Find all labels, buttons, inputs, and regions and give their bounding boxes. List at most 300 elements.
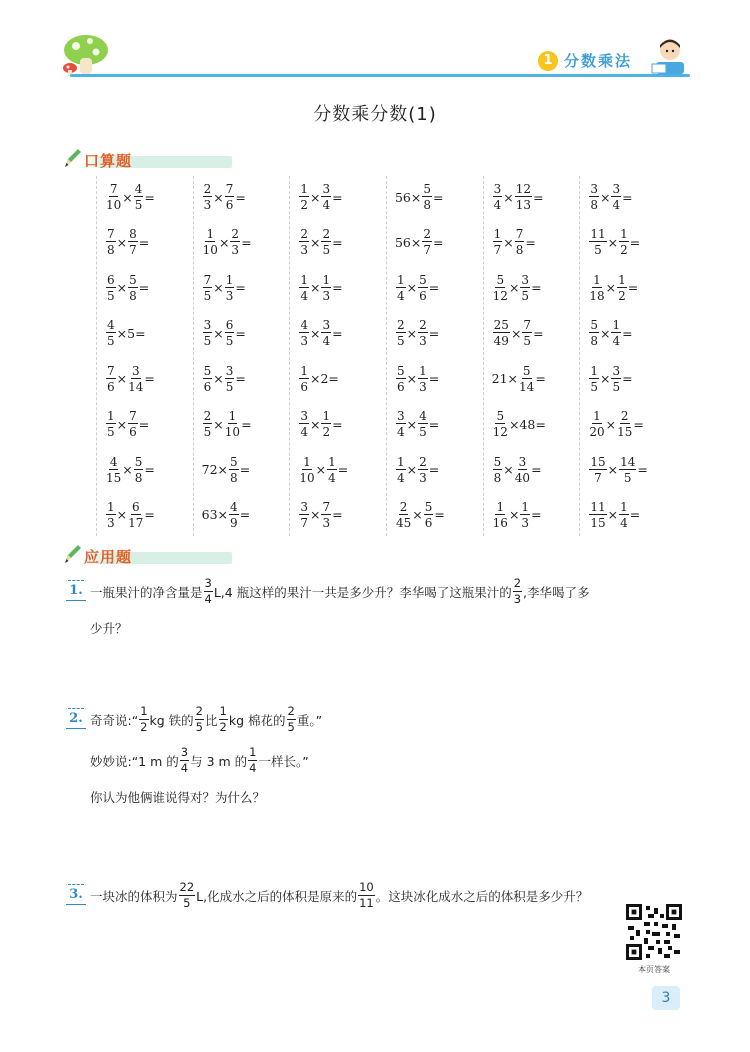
numerator: 1 [419,363,427,378]
text-segment: × [599,371,611,387]
denominator: 8 [134,470,143,485]
fraction [225,183,235,211]
fraction [225,365,235,393]
denominator: 3 [203,198,212,212]
numerator: 4 [107,318,115,333]
text-segment: = [138,234,150,250]
fraction [396,456,406,484]
fraction [520,501,530,529]
fraction [128,501,143,529]
text-segment: = [239,462,251,478]
text-segment: 比 [205,712,218,728]
numerator: 1 [396,272,405,287]
oral-column [289,176,386,536]
oral-expression [395,269,483,307]
text-segment: = [637,462,648,478]
section-applied-tag [62,546,132,567]
numerator: 1 [107,409,115,424]
fraction [180,747,189,774]
numerator: 1 [300,363,308,378]
denominator: 14 [128,379,144,394]
text-segment: × [116,280,128,296]
denominator: 4 [300,288,308,303]
numerator: 8 [129,227,137,242]
denominator: 3 [419,334,427,349]
text-segment: × [309,189,321,205]
numerator: 4 [419,409,427,424]
denominator: 3 [300,334,308,349]
numerator: 3 [612,363,621,378]
numerator: 5 [129,272,137,287]
oral-expression [202,360,290,398]
section-applied-label: 应用题 [84,548,133,566]
numerator: 5 [203,363,212,378]
numerator: 3 [493,182,502,196]
text-segment: = [622,325,633,341]
numerator: 1 [140,704,148,718]
numerator: 1 [396,454,405,469]
numerator: 1 [228,409,237,424]
problem-3 [66,882,588,909]
numerator: 1 [620,227,628,242]
denominator: 10 [224,425,241,440]
numerator: 4 [109,454,118,469]
fraction [106,365,116,393]
oral-expression [202,269,290,307]
text-segment: × [406,325,418,341]
text-segment: = [332,234,343,250]
text-segment: × [599,189,611,205]
text-segment: = [533,325,544,341]
numerator: 2 [203,182,212,196]
denominator: 5 [106,288,115,303]
denominator: 4 [612,198,621,212]
numerator: 1 [322,272,331,287]
problem-number: 2. [66,711,86,729]
denominator: 3 [322,515,331,530]
text-segment: = [144,507,155,523]
numerator: 6 [107,272,115,287]
text-segment: × [607,507,619,523]
text-segment: = [239,507,251,523]
fraction [611,365,621,393]
numerator: 5 [230,454,238,469]
numerator: 6 [225,318,234,333]
oral-expression [298,223,386,261]
denominator: 3 [225,288,234,303]
denominator: 12 [492,425,508,440]
denominator: 5 [203,288,212,303]
denominator: 18 [589,288,605,303]
oral-expression [202,451,290,489]
fraction [203,228,218,256]
denominator: 10 [106,198,122,212]
oral-expression [298,360,386,398]
text-segment: × [406,462,418,478]
text-segment: × [213,325,224,341]
fraction [418,365,428,393]
numerator: 14 [620,454,636,469]
denominator: 5 [623,470,632,485]
numerator: 1 [322,409,331,424]
oral-expression [105,405,193,443]
fraction [106,319,116,347]
numerator: 1 [612,318,621,333]
text-segment: L,化成水之后的体积是原来的 [196,888,358,904]
oral-expression [492,178,580,216]
fraction [230,228,240,256]
oral-expression [202,496,290,534]
fraction [321,410,331,438]
fraction [321,319,331,347]
numerator: 1 [225,272,234,287]
fraction [493,410,508,438]
fraction [418,410,428,438]
denominator: 9 [230,515,238,530]
text-segment: ×2= [309,371,339,387]
fraction [106,183,121,211]
denominator: 10 [202,243,218,258]
numerator: 1 [620,499,628,514]
numerator: 1 [300,182,308,196]
text-segment: = [332,325,343,341]
fraction [515,183,532,211]
numerator: 1 [493,227,502,242]
oral-expression [492,451,580,489]
text-segment: 妙妙说:“1 m 的 [90,753,179,769]
text-segment: = [433,189,444,205]
qr-caption: 本页答案 [638,965,670,974]
denominator: 8 [129,288,137,303]
chapter-title: 分数乘法 [564,52,633,70]
denominator: 5 [612,379,621,394]
text-segment: × [607,462,619,478]
denominator: 6 [419,288,427,303]
denominator: 2 [322,425,331,440]
fraction [321,274,331,302]
numerator: 3 [300,409,308,424]
text-segment: 21× [491,371,519,387]
text-segment: 56× [394,189,422,205]
fraction [493,274,508,302]
oral-expression [202,314,290,352]
denominator: 5 [396,334,405,349]
text-segment: × [213,189,224,205]
denominator: 5 [594,243,602,258]
numerator: 5 [590,318,598,333]
denominator: 4 [300,425,308,440]
denominator: 49 [493,334,509,349]
numerator: 1 [593,272,601,287]
text-segment: × [309,280,321,296]
oral-expression [298,178,386,216]
denominator: 6 [424,515,433,530]
text-segment: 63× [201,507,229,523]
denominator: 4 [396,288,405,303]
reading-kid-icon [648,36,688,76]
numerator: 3 [322,182,331,196]
text-segment: × [607,234,619,250]
qr-code-icon[interactable] [626,904,682,960]
denominator: 45 [395,515,412,530]
page-title: 分数乘分数(1) [313,104,437,125]
fraction [321,501,331,529]
text-segment: 一样长。” [258,753,309,769]
text-segment: = [428,371,440,387]
oral-expression [588,223,676,261]
problem-line [66,882,588,909]
denominator: 2 [300,198,308,212]
fraction [589,365,599,393]
denominator: 7 [129,243,137,258]
fraction [299,183,309,211]
denominator: 8 [230,470,238,485]
fraction [203,365,213,393]
denominator: 2 [618,288,626,303]
denominator: 6 [396,379,405,394]
fraction [139,706,148,733]
text-segment: ×5= [116,325,146,341]
fraction [515,228,525,256]
denominator: 8 [590,334,598,349]
oral-expression [105,451,193,489]
fraction [619,501,629,529]
text-segment: 56× [394,234,422,250]
denominator: 13 [515,198,532,212]
denominator: 5 [322,243,331,258]
denominator: 8 [515,243,524,258]
problem-1 [66,578,590,637]
numerator: 2 [419,318,427,333]
denominator: 4 [396,425,405,440]
denominator: 6 [129,425,137,440]
numerator: 5 [496,272,505,287]
text-segment: = [428,416,440,432]
denominator: 3 [106,515,115,530]
oral-expression [395,451,483,489]
text-segment: = [535,371,546,387]
oral-expression [395,496,483,534]
fraction [611,183,621,211]
numerator: 3 [131,363,140,378]
oral-expression [492,314,580,352]
text-segment: = [531,507,542,523]
fraction [424,501,434,529]
numerator: 2 [396,318,405,333]
numerator: 1 [590,363,598,378]
numerator: 11 [590,499,606,514]
text-segment: = [622,371,633,387]
numerator: 1 [206,227,215,242]
fraction [519,365,534,393]
numerator: 7 [322,499,331,514]
oral-expression [202,223,290,261]
numerator: 2 [322,227,331,242]
fraction [493,183,503,211]
fraction [396,274,406,302]
denominator: 16 [492,515,508,530]
numerator: 7 [107,363,115,378]
text-segment: × [116,416,128,432]
text-segment: = [332,280,343,296]
fraction [203,410,213,438]
denominator: 5 [203,425,212,440]
denominator: 11 [359,895,374,910]
denominator: 4 [328,470,336,485]
numerator: 1 [328,454,336,469]
numerator: 3 [396,409,405,424]
text-segment: × [309,234,321,250]
fraction [422,183,432,211]
oral-expression [588,496,676,534]
denominator: 3 [513,591,522,606]
fraction [203,274,213,302]
oral-column [579,176,676,536]
page-number: 3 [652,986,680,1010]
fraction [611,319,621,347]
text-segment: × [116,507,128,523]
denominator: 15 [617,425,633,440]
problem-number: 1. [66,583,86,601]
chapter-number: 1 [538,51,558,71]
text-segment: 与 3 m 的 [190,753,248,769]
fraction [522,319,532,347]
numerator: 12 [515,182,532,196]
denominator: 20 [589,425,605,440]
fraction [515,456,530,484]
numerator: 7 [523,318,532,333]
denominator: 12 [492,288,508,303]
problem-number: 3. [66,887,86,905]
fraction [493,228,503,256]
text-segment: = [241,416,252,432]
text-segment: = [533,189,544,205]
denominator: 14 [519,379,535,394]
oral-expression [298,405,386,443]
fraction [134,183,144,211]
problem-line [66,788,322,806]
denominator: 2 [140,719,148,734]
problem-line [66,619,590,637]
text-segment: × [116,234,128,250]
fraction [299,501,309,529]
numerator: 5 [396,363,405,378]
fraction [179,882,196,909]
numerator: 3 [300,499,308,514]
text-segment: × [508,280,520,296]
numerator: 2 [300,227,308,242]
text-segment: × [122,189,133,205]
fraction [321,228,331,256]
text-segment: 重。” [296,712,323,728]
fraction [204,578,213,605]
denominator: 6 [106,379,115,394]
fraction [418,274,428,302]
text-segment: kg 铁的 [149,712,194,728]
denominator: 5 [225,379,234,394]
oral-expression [105,223,193,261]
numerator: 1 [521,499,530,514]
oral-expression [588,451,676,489]
text-segment: = [138,280,150,296]
numerator: 5 [423,182,432,196]
denominator: 2 [219,719,227,734]
denominator: 7 [594,470,602,485]
numerator: 7 [107,227,115,242]
text-segment: ×48= [508,416,546,432]
text-segment: 一块冰的体积为 [90,888,178,904]
numerator: 1 [496,499,505,514]
numerator: 4 [230,499,238,514]
text-segment: × [122,462,133,478]
problem-line [66,747,322,774]
text-segment: × [503,234,514,250]
oral-expression [395,360,483,398]
denominator: 3 [322,288,331,303]
fraction [493,456,503,484]
denominator: 4 [322,198,331,212]
numerator: 7 [203,272,212,287]
text-segment: = [332,189,343,205]
oral-expression [395,314,483,352]
text-segment: = [144,189,155,205]
fraction [422,228,432,256]
text-segment: = [428,462,440,478]
oral-expression [298,269,386,307]
problem-line [66,578,590,605]
oral-expression [395,405,483,443]
numerator: 5 [496,409,505,424]
numerator: 1 [249,745,257,759]
text-segment: × [406,371,418,387]
numerator: 3 [322,318,331,333]
text-segment: 。这块冰化成水之后的体积是多少升？ [375,888,589,904]
section-oral-tag [62,150,132,171]
denominator: 3 [419,379,427,394]
numerator: 5 [424,499,433,514]
fraction [106,274,116,302]
oral-expression [395,178,483,216]
numerator: 3 [180,745,189,759]
oral-expression [492,496,580,534]
fraction [299,456,314,484]
fraction [299,365,309,393]
fraction [493,501,508,529]
denominator: 3 [300,243,308,258]
denominator: 3 [521,515,530,530]
numerator: 5 [493,454,502,469]
numerator: 1 [107,499,115,514]
denominator: 6 [300,379,308,394]
text-segment: L,4 瓶这样的果汁一共是多少升？李华喝了这瓶果汁的 [213,584,512,600]
denominator: 4 [620,515,628,530]
text-segment: × [116,371,128,387]
text-segment: = [525,234,536,250]
denominator: 5 [287,719,295,734]
denominator: 5 [523,334,532,349]
denominator: 2 [620,243,628,258]
text-segment: = [332,507,343,523]
fraction [106,456,121,484]
denominator: 5 [590,379,598,394]
fraction [418,456,428,484]
oral-expression [105,314,193,352]
text-segment: × [503,189,514,205]
fraction [619,456,636,484]
fraction [128,274,138,302]
oral-expression [492,269,580,307]
fraction [299,319,309,347]
